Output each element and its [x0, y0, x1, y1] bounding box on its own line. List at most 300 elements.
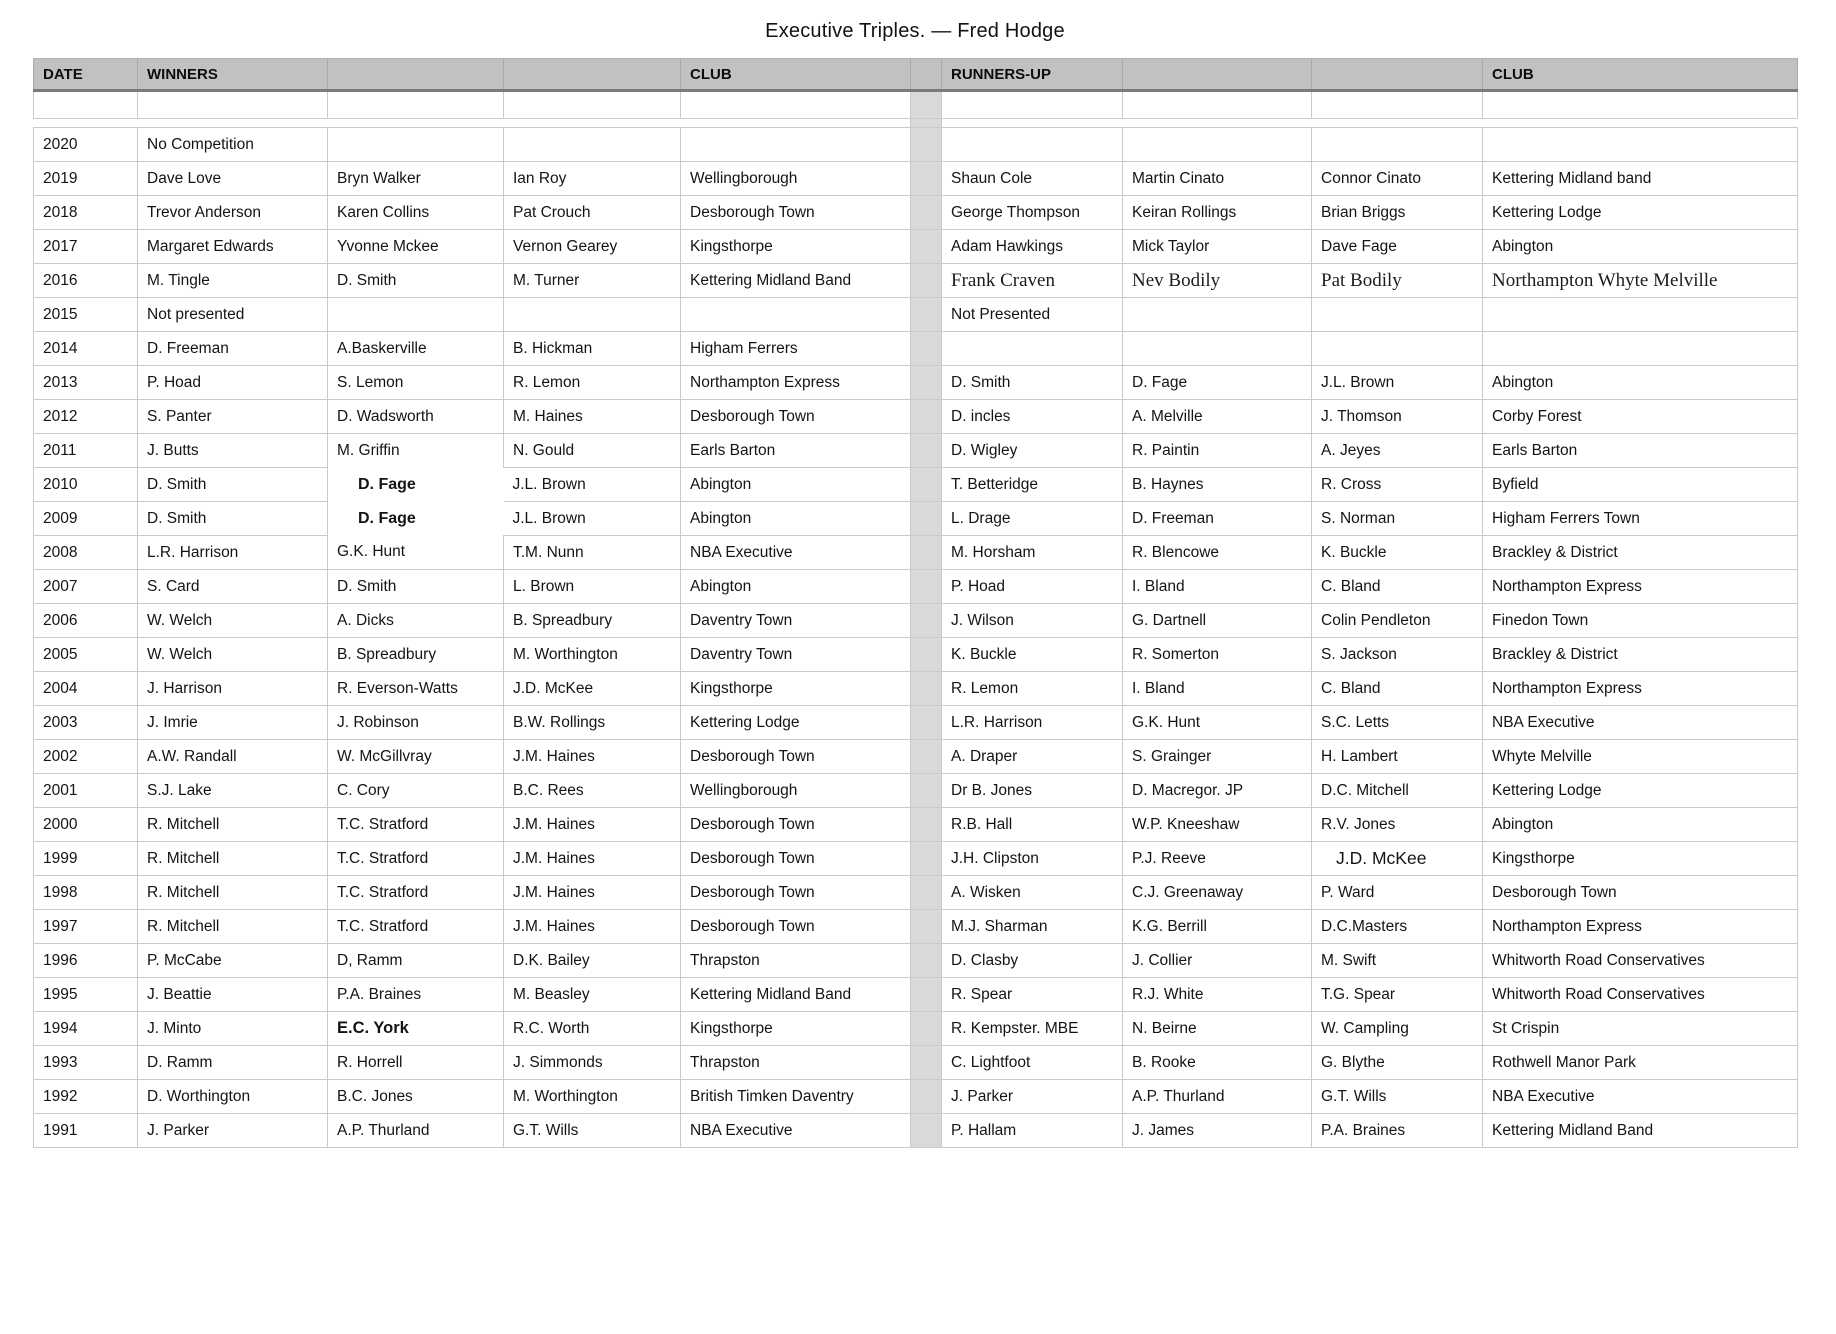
- cell-runner-3: T.G. Spear: [1312, 978, 1483, 1012]
- cell-runner-2: [1123, 91, 1312, 119]
- cell-winner-2: B. Spreadbury: [328, 638, 504, 672]
- cell-separator: [911, 298, 942, 332]
- table-row: [34, 332, 1798, 366]
- cell-winner-3: J.M. Haines: [504, 740, 681, 774]
- cell-winners-club: NBA Executive: [681, 536, 911, 570]
- cell-winner-2: M. Griffin: [328, 434, 504, 468]
- cell-year: 2013: [34, 366, 138, 400]
- cell-runner-3: M. Swift: [1312, 944, 1483, 978]
- cell-year: 2008: [34, 536, 138, 570]
- table-row: [34, 128, 1798, 162]
- cell-winners-club: Abington: [681, 502, 911, 536]
- cell-winner-3: J. Simmonds: [504, 1046, 681, 1080]
- cell-runner-2: G. Dartnell: [1123, 604, 1312, 638]
- spacer-cell: [911, 119, 942, 128]
- cell-runner-3: W. Campling: [1312, 1012, 1483, 1046]
- cell-runner-1: [942, 332, 1123, 366]
- cell-separator: [911, 1080, 942, 1114]
- cell-winners-club: Abington: [681, 570, 911, 604]
- cell-runner-1: D. incles: [942, 400, 1123, 434]
- cell-runner-3: R. Cross: [1312, 468, 1483, 502]
- cell-year: 2006: [34, 604, 138, 638]
- cell-runner-2: N. Beirne: [1123, 1012, 1312, 1046]
- cell-runners-club: [1483, 91, 1798, 119]
- cell-runner-3: D.C.Masters: [1312, 910, 1483, 944]
- cell-winners-club: Thrapston: [681, 1046, 911, 1080]
- cell-winner-1: R. Mitchell: [138, 842, 328, 876]
- cell-winner-3: T.M. Nunn: [504, 536, 681, 570]
- cell-year: 2004: [34, 672, 138, 706]
- cell-runner-3: [1312, 298, 1483, 332]
- cell-runner-2: Martin Cinato: [1123, 162, 1312, 196]
- cell-separator: [911, 468, 942, 502]
- cell-runner-3: Colin Pendleton: [1312, 604, 1483, 638]
- cell-year: 2012: [34, 400, 138, 434]
- cell-runners-club: Finedon Town: [1483, 604, 1798, 638]
- cell-runner-3: H. Lambert: [1312, 740, 1483, 774]
- cell-runner-1: M.J. Sharman: [942, 910, 1123, 944]
- cell-winner-1: J. Imrie: [138, 706, 328, 740]
- cell-winner-3: B.C. Rees: [504, 774, 681, 808]
- cell-year: 2001: [34, 774, 138, 808]
- cell-year: 2018: [34, 196, 138, 230]
- cell-winners-club: Desborough Town: [681, 842, 911, 876]
- cell-winner-3: J.M. Haines: [504, 876, 681, 910]
- cell-year: 2007: [34, 570, 138, 604]
- cell-runner-3: J.D. McKee: [1312, 842, 1483, 876]
- cell-runner-3: P. Ward: [1312, 876, 1483, 910]
- cell-winner-2: A.Baskerville: [328, 332, 504, 366]
- cell-year: 1993: [34, 1046, 138, 1080]
- col-separator: [911, 59, 942, 91]
- cell-runner-2: W.P. Kneeshaw: [1123, 808, 1312, 842]
- cell-winner-1: S.J. Lake: [138, 774, 328, 808]
- cell-runner-1: K. Buckle: [942, 638, 1123, 672]
- cell-year: 1991: [34, 1114, 138, 1148]
- cell-runner-2: R.J. White: [1123, 978, 1312, 1012]
- cell-winner-1: J. Minto: [138, 1012, 328, 1046]
- cell-separator: [911, 91, 942, 119]
- cell-year: 2000: [34, 808, 138, 842]
- cell-separator: [911, 672, 942, 706]
- table-row: [34, 672, 1798, 706]
- cell-runner-1: J. Wilson: [942, 604, 1123, 638]
- cell-runner-1: [942, 128, 1123, 162]
- cell-runners-club: Rothwell Manor Park: [1483, 1046, 1798, 1080]
- cell-runners-club: Whitworth Road Conservatives: [1483, 978, 1798, 1012]
- cell-separator: [911, 842, 942, 876]
- cell-winner-1: J. Beattie: [138, 978, 328, 1012]
- cell-year: 2014: [34, 332, 138, 366]
- cell-winners-club: Kettering Lodge: [681, 706, 911, 740]
- cell-runner-2: A.P. Thurland: [1123, 1080, 1312, 1114]
- cell-winners-club: Daventry Town: [681, 638, 911, 672]
- cell-runner-1: L.R. Harrison: [942, 706, 1123, 740]
- cell-winners-club: [681, 128, 911, 162]
- cell-winner-3: B. Hickman: [504, 332, 681, 366]
- cell-runner-2: D. Fage: [1123, 366, 1312, 400]
- cell-runner-1: R. Kempster. MBE: [942, 1012, 1123, 1046]
- cell-separator: [911, 570, 942, 604]
- cell-year: 1996: [34, 944, 138, 978]
- cell-separator: [911, 162, 942, 196]
- cell-winner-2: S. Lemon: [328, 366, 504, 400]
- cell-winner-1: Not presented: [138, 298, 328, 332]
- cell-winner-1: R. Mitchell: [138, 876, 328, 910]
- cell-winner-2: [328, 298, 504, 332]
- cell-winner-2: G.K. Hunt: [328, 536, 504, 570]
- cell-runners-club: Corby Forest: [1483, 400, 1798, 434]
- table-row: [34, 876, 1798, 910]
- cell-runner-3: Dave Fage: [1312, 230, 1483, 264]
- cell-runner-1: D. Smith: [942, 366, 1123, 400]
- cell-runners-club: Northampton Express: [1483, 672, 1798, 706]
- table-row: [34, 434, 1798, 468]
- table-row: [34, 570, 1798, 604]
- cell-year: 2009: [34, 502, 138, 536]
- cell-runner-3: P.A. Braines: [1312, 1114, 1483, 1148]
- cell-runner-2: [1123, 128, 1312, 162]
- cell-winner-2: [328, 128, 504, 162]
- table-row: [34, 162, 1798, 196]
- cell-winner-2: Karen Collins: [328, 196, 504, 230]
- spacer-cell: [681, 119, 911, 128]
- table-row: [34, 298, 1798, 332]
- cell-winners-club: Daventry Town: [681, 604, 911, 638]
- table-row: [34, 196, 1798, 230]
- header-row: [34, 59, 1798, 91]
- cell-winner-1: J. Harrison: [138, 672, 328, 706]
- page-title: Executive Triples. — Fred Hodge: [765, 20, 1065, 42]
- table-row: [34, 1012, 1798, 1046]
- cell-separator: [911, 808, 942, 842]
- cell-winner-3: Vernon Gearey: [504, 230, 681, 264]
- cell-runners-club: Brackley & District: [1483, 638, 1798, 672]
- cell-winner-3: Ian Roy: [504, 162, 681, 196]
- cell-runner-3: S. Norman: [1312, 502, 1483, 536]
- cell-winner-1: S. Panter: [138, 400, 328, 434]
- cell-winner-2: A. Dicks: [328, 604, 504, 638]
- cell-winner-2: R. Horrell: [328, 1046, 504, 1080]
- cell-separator: [911, 1114, 942, 1148]
- cell-runner-2: I. Bland: [1123, 570, 1312, 604]
- cell-winner-3: M. Turner: [504, 264, 681, 298]
- table-row: [34, 842, 1798, 876]
- col-winners-club: CLUB: [681, 59, 911, 91]
- cell-winner-3: N. Gould: [504, 434, 681, 468]
- cell-runner-1: J. Parker: [942, 1080, 1123, 1114]
- cell-runner-1: Adam Hawkings: [942, 230, 1123, 264]
- cell-winner-1: [138, 91, 328, 119]
- cell-runner-3: Pat Bodily: [1312, 264, 1483, 298]
- cell-year: 2017: [34, 230, 138, 264]
- cell-runner-1: M. Horsham: [942, 536, 1123, 570]
- spacer-cell: [34, 119, 138, 128]
- cell-winner-3: D.K. Bailey: [504, 944, 681, 978]
- cell-winner-2: D. Fage: [328, 468, 504, 502]
- cell-runners-club: [1483, 128, 1798, 162]
- cell-runner-2: B. Rooke: [1123, 1046, 1312, 1080]
- cell-runner-3: J. Thomson: [1312, 400, 1483, 434]
- cell-runner-3: C. Bland: [1312, 672, 1483, 706]
- cell-runner-3: A. Jeyes: [1312, 434, 1483, 468]
- cell-winners-club: Desborough Town: [681, 876, 911, 910]
- spacer-cell: [1483, 119, 1798, 128]
- cell-runner-2: K.G. Berrill: [1123, 910, 1312, 944]
- cell-winner-1: R. Mitchell: [138, 808, 328, 842]
- cell-runners-club: Whyte Melville: [1483, 740, 1798, 774]
- cell-year: 1997: [34, 910, 138, 944]
- cell-separator: [911, 332, 942, 366]
- cell-runner-2: [1123, 332, 1312, 366]
- cell-winner-1: D. Smith: [138, 468, 328, 502]
- cell-winners-club: Kettering Midland Band: [681, 264, 911, 298]
- cell-runner-2: Nev Bodily: [1123, 264, 1312, 298]
- table-header: [34, 59, 1798, 91]
- cell-separator: [911, 196, 942, 230]
- cell-winner-3: G.T. Wills: [504, 1114, 681, 1148]
- cell-runner-1: R. Spear: [942, 978, 1123, 1012]
- cell-winner-1: Dave Love: [138, 162, 328, 196]
- cell-winner-2: T.C. Stratford: [328, 842, 504, 876]
- cell-winner-3: J.M. Haines: [504, 808, 681, 842]
- cell-winner-2: P.A. Braines: [328, 978, 504, 1012]
- cell-runner-1: L. Drage: [942, 502, 1123, 536]
- cell-runner-1: D. Wigley: [942, 434, 1123, 468]
- cell-separator: [911, 1046, 942, 1080]
- cell-runner-3: [1312, 91, 1483, 119]
- cell-winner-3: Pat Crouch: [504, 196, 681, 230]
- cell-winner-3: J.D. McKee: [504, 672, 681, 706]
- cell-winner-3: B. Spreadbury: [504, 604, 681, 638]
- cell-winner-2: T.C. Stratford: [328, 808, 504, 842]
- cell-winner-3: [504, 298, 681, 332]
- cell-winner-3: J.L. Brown: [504, 468, 681, 502]
- cell-separator: [911, 264, 942, 298]
- cell-runner-2: D. Freeman: [1123, 502, 1312, 536]
- cell-runners-club: Kettering Midland Band: [1483, 1114, 1798, 1148]
- cell-runner-2: Keiran Rollings: [1123, 196, 1312, 230]
- cell-winners-club: [681, 91, 911, 119]
- cell-separator: [911, 400, 942, 434]
- cell-runner-3: [1312, 332, 1483, 366]
- table-row: [34, 910, 1798, 944]
- cell-winner-3: M. Haines: [504, 400, 681, 434]
- cell-winner-1: Trevor Anderson: [138, 196, 328, 230]
- cell-runner-2: S. Grainger: [1123, 740, 1312, 774]
- cell-winners-club: Desborough Town: [681, 400, 911, 434]
- cell-winner-3: B.W. Rollings: [504, 706, 681, 740]
- table-row: [34, 638, 1798, 672]
- cell-winner-2: D, Ramm: [328, 944, 504, 978]
- cell-runners-club: Desborough Town: [1483, 876, 1798, 910]
- cell-runners-club: Earls Barton: [1483, 434, 1798, 468]
- cell-winner-2: D. Smith: [328, 570, 504, 604]
- cell-runner-3: S.C. Letts: [1312, 706, 1483, 740]
- cell-winner-3: R. Lemon: [504, 366, 681, 400]
- cell-runner-2: R. Blencowe: [1123, 536, 1312, 570]
- cell-winners-club: Desborough Town: [681, 808, 911, 842]
- cell-separator: [911, 706, 942, 740]
- cell-winner-2: T.C. Stratford: [328, 876, 504, 910]
- cell-winner-1: P. Hoad: [138, 366, 328, 400]
- cell-winner-1: A.W. Randall: [138, 740, 328, 774]
- cell-runners-club: NBA Executive: [1483, 1080, 1798, 1114]
- cell-runners-club: Byfield: [1483, 468, 1798, 502]
- cell-winner-3: M. Worthington: [504, 638, 681, 672]
- cell-runner-3: G. Blythe: [1312, 1046, 1483, 1080]
- cell-winner-1: W. Welch: [138, 638, 328, 672]
- spacer-row: [34, 119, 1798, 128]
- cell-runners-club: [1483, 332, 1798, 366]
- cell-runner-1: A. Draper: [942, 740, 1123, 774]
- cell-winner-2: D. Fage: [328, 502, 504, 536]
- cell-winner-2: D. Smith: [328, 264, 504, 298]
- cell-winners-club: Kingsthorpe: [681, 1012, 911, 1046]
- cell-runner-3: S. Jackson: [1312, 638, 1483, 672]
- cell-runner-1: Not Presented: [942, 298, 1123, 332]
- cell-year: 2015: [34, 298, 138, 332]
- table-row: [34, 1114, 1798, 1148]
- cell-runner-2: J. Collier: [1123, 944, 1312, 978]
- cell-year: 2011: [34, 434, 138, 468]
- cell-runner-3: R.V. Jones: [1312, 808, 1483, 842]
- cell-winners-club: Desborough Town: [681, 910, 911, 944]
- cell-runner-1: R.B. Hall: [942, 808, 1123, 842]
- cell-runner-3: D.C. Mitchell: [1312, 774, 1483, 808]
- col-runner-3: [1312, 59, 1483, 91]
- cell-runner-1: [942, 91, 1123, 119]
- cell-winner-2: Yvonne Mckee: [328, 230, 504, 264]
- cell-winner-1: P. McCabe: [138, 944, 328, 978]
- cell-winner-1: D. Freeman: [138, 332, 328, 366]
- cell-winner-1: W. Welch: [138, 604, 328, 638]
- cell-winner-2: T.C. Stratford: [328, 910, 504, 944]
- cell-runner-2: R. Somerton: [1123, 638, 1312, 672]
- cell-runner-3: Connor Cinato: [1312, 162, 1483, 196]
- cell-winners-club: Kingsthorpe: [681, 230, 911, 264]
- table-row: [34, 740, 1798, 774]
- cell-winner-3: J.M. Haines: [504, 842, 681, 876]
- col-runner-2: [1123, 59, 1312, 91]
- cell-winner-1: No Competition: [138, 128, 328, 162]
- cell-separator: [911, 536, 942, 570]
- cell-runner-1: P. Hoad: [942, 570, 1123, 604]
- table-row: [34, 264, 1798, 298]
- cell-winners-club: Thrapston: [681, 944, 911, 978]
- cell-winners-club: Abington: [681, 468, 911, 502]
- cell-runners-club: Brackley & District: [1483, 536, 1798, 570]
- cell-year: 2016: [34, 264, 138, 298]
- cell-runner-3: J.L. Brown: [1312, 366, 1483, 400]
- table-row: [34, 502, 1798, 536]
- table-row: [34, 774, 1798, 808]
- cell-runners-club: Northampton Express: [1483, 570, 1798, 604]
- cell-runner-2: I. Bland: [1123, 672, 1312, 706]
- cell-runners-club: Abington: [1483, 366, 1798, 400]
- cell-winners-club: Wellingborough: [681, 162, 911, 196]
- cell-winners-club: [681, 298, 911, 332]
- table-row: [34, 978, 1798, 1012]
- cell-separator: [911, 502, 942, 536]
- cell-separator: [911, 638, 942, 672]
- cell-separator: [911, 740, 942, 774]
- cell-runner-1: T. Betteridge: [942, 468, 1123, 502]
- spacer-cell: [942, 119, 1123, 128]
- cell-separator: [911, 910, 942, 944]
- cell-winner-3: M. Worthington: [504, 1080, 681, 1114]
- cell-winners-club: Desborough Town: [681, 740, 911, 774]
- cell-runner-1: Frank Craven: [942, 264, 1123, 298]
- cell-runner-2: G.K. Hunt: [1123, 706, 1312, 740]
- cell-runner-2: P.J. Reeve: [1123, 842, 1312, 876]
- cell-winner-1: J. Butts: [138, 434, 328, 468]
- table-row: [34, 366, 1798, 400]
- table-row: [34, 604, 1798, 638]
- cell-winner-1: Margaret Edwards: [138, 230, 328, 264]
- spacer-cell: [138, 119, 328, 128]
- cell-winner-2: D. Wadsworth: [328, 400, 504, 434]
- cell-winner-2: C. Cory: [328, 774, 504, 808]
- cell-runner-2: D. Macregor. JP: [1123, 774, 1312, 808]
- cell-year: 2019: [34, 162, 138, 196]
- cell-runners-club: Kettering Lodge: [1483, 774, 1798, 808]
- cell-separator: [911, 366, 942, 400]
- cell-runner-1: J.H. Clipston: [942, 842, 1123, 876]
- cell-winner-3: [504, 91, 681, 119]
- cell-runners-club: Kettering Midland band: [1483, 162, 1798, 196]
- col-runners-up: RUNNERS-UP: [942, 59, 1123, 91]
- cell-winner-2: B.C. Jones: [328, 1080, 504, 1114]
- cell-winner-1: D. Smith: [138, 502, 328, 536]
- cell-year: 1998: [34, 876, 138, 910]
- cell-winner-1: S. Card: [138, 570, 328, 604]
- spacer-cell: [328, 119, 504, 128]
- table-row: [34, 1046, 1798, 1080]
- cell-runner-3: K. Buckle: [1312, 536, 1483, 570]
- cell-separator: [911, 230, 942, 264]
- cell-year: 1999: [34, 842, 138, 876]
- cell-runners-club: Abington: [1483, 230, 1798, 264]
- col-runners-club: CLUB: [1483, 59, 1798, 91]
- cell-winner-2: R. Everson-Watts: [328, 672, 504, 706]
- cell-runner-2: Mick Taylor: [1123, 230, 1312, 264]
- cell-year: 2020: [34, 128, 138, 162]
- cell-runner-3: Brian Briggs: [1312, 196, 1483, 230]
- cell-separator: [911, 604, 942, 638]
- cell-runner-2: J. James: [1123, 1114, 1312, 1148]
- cell-winners-club: Kettering Midland Band: [681, 978, 911, 1012]
- cell-runner-2: C.J. Greenaway: [1123, 876, 1312, 910]
- cell-winner-2: A.P. Thurland: [328, 1114, 504, 1148]
- cell-separator: [911, 774, 942, 808]
- table-row: [34, 706, 1798, 740]
- cell-separator: [911, 944, 942, 978]
- cell-winners-club: NBA Executive: [681, 1114, 911, 1148]
- cell-year: 2003: [34, 706, 138, 740]
- cell-winners-club: Earls Barton: [681, 434, 911, 468]
- cell-runners-club: Whitworth Road Conservatives: [1483, 944, 1798, 978]
- spacer-cell: [1123, 119, 1312, 128]
- cell-winners-club: British Timken Daventry: [681, 1080, 911, 1114]
- cell-runners-club: Kettering Lodge: [1483, 196, 1798, 230]
- cell-separator: [911, 434, 942, 468]
- table-row: [34, 536, 1798, 570]
- cell-year: [34, 91, 138, 119]
- cell-winner-1: R. Mitchell: [138, 910, 328, 944]
- cell-runners-club: Higham Ferrers Town: [1483, 502, 1798, 536]
- cell-year: 2002: [34, 740, 138, 774]
